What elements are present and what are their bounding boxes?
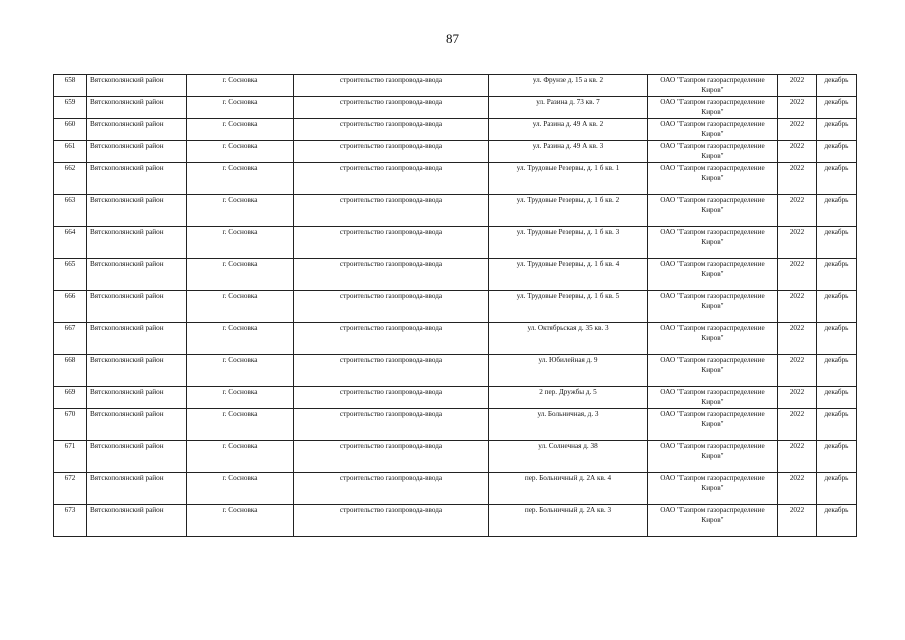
address-cell: ул. Солнечная д. 38 xyxy=(489,441,648,473)
district-cell: Вятскополянский район xyxy=(87,387,187,409)
month-cell: декабрь xyxy=(817,323,857,355)
locality-cell: г. Сосновка xyxy=(187,227,294,259)
address-cell: 2 пер. Дружбы д. 5 xyxy=(489,387,648,409)
organization-cell: ОАО "Газпром газораспределение Киров" xyxy=(648,119,778,141)
district-cell: Вятскополянский район xyxy=(87,195,187,227)
row-number: 659 xyxy=(54,97,87,119)
organization-cell: ОАО "Газпром газораспределение Киров" xyxy=(648,259,778,291)
page-number: 87 xyxy=(446,31,459,46)
locality-cell: г. Сосновка xyxy=(187,163,294,195)
address-cell: ул. Юбилейная д. 9 xyxy=(489,355,648,387)
year-cell: 2022 xyxy=(778,141,817,163)
district-cell: Вятскополянский район xyxy=(87,259,187,291)
locality-cell: г. Сосновка xyxy=(187,97,294,119)
table-row xyxy=(54,409,857,441)
month-cell: декабрь xyxy=(817,97,857,119)
table-row xyxy=(54,259,857,291)
table-row xyxy=(54,227,857,259)
work-type-cell: строительство газопровода-ввода xyxy=(294,505,489,537)
organization-cell: ОАО "Газпром газораспределение Киров" xyxy=(648,355,778,387)
address-cell: ул. Трудовые Резервы, д. 1 б кв. 3 xyxy=(489,227,648,259)
district-cell: Вятскополянский район xyxy=(87,163,187,195)
table-row xyxy=(54,355,857,387)
organization-cell: ОАО "Газпром газораспределение Киров" xyxy=(648,505,778,537)
district-cell: Вятскополянский район xyxy=(87,75,187,97)
row-number: 660 xyxy=(54,119,87,141)
organization-cell: ОАО "Газпром газораспределение Киров" xyxy=(648,441,778,473)
row-number: 667 xyxy=(54,323,87,355)
row-number: 673 xyxy=(54,505,87,537)
locality-cell: г. Сосновка xyxy=(187,119,294,141)
work-type-cell: строительство газопровода-ввода xyxy=(294,387,489,409)
table-row xyxy=(54,141,857,163)
year-cell: 2022 xyxy=(778,505,817,537)
year-cell: 2022 xyxy=(778,291,817,323)
address-cell: ул. Трудовые Резервы, д. 1 б кв. 4 xyxy=(489,259,648,291)
month-cell: декабрь xyxy=(817,473,857,505)
organization-cell: ОАО "Газпром газораспределение Киров" xyxy=(648,409,778,441)
year-cell: 2022 xyxy=(778,441,817,473)
locality-cell: г. Сосновка xyxy=(187,195,294,227)
locality-cell: г. Сосновка xyxy=(187,141,294,163)
year-cell: 2022 xyxy=(778,97,817,119)
address-cell: ул. Больничная, д. 3 xyxy=(489,409,648,441)
row-number: 658 xyxy=(54,75,87,97)
district-cell: Вятскополянский район xyxy=(87,97,187,119)
organization-cell: ОАО "Газпром газораспределение Киров" xyxy=(648,97,778,119)
table-row xyxy=(54,473,857,505)
month-cell: декабрь xyxy=(817,75,857,97)
district-cell: Вятскополянский район xyxy=(87,291,187,323)
month-cell: декабрь xyxy=(817,195,857,227)
district-cell: Вятскополянский район xyxy=(87,227,187,259)
row-number: 663 xyxy=(54,195,87,227)
work-type-cell: строительство газопровода-ввода xyxy=(294,441,489,473)
district-cell: Вятскополянский район xyxy=(87,409,187,441)
year-cell: 2022 xyxy=(778,387,817,409)
year-cell: 2022 xyxy=(778,473,817,505)
work-type-cell: строительство газопровода-ввода xyxy=(294,195,489,227)
district-cell: Вятскополянский район xyxy=(87,441,187,473)
table-body xyxy=(54,75,857,537)
locality-cell: г. Сосновка xyxy=(187,505,294,537)
month-cell: декабрь xyxy=(817,355,857,387)
address-cell: ул. Октябрьская д. 35 кв. 3 xyxy=(489,323,648,355)
row-number: 665 xyxy=(54,259,87,291)
table-row xyxy=(54,441,857,473)
work-type-cell: строительство газопровода-ввода xyxy=(294,323,489,355)
district-cell: Вятскополянский район xyxy=(87,119,187,141)
month-cell: декабрь xyxy=(817,227,857,259)
table-row xyxy=(54,163,857,195)
table-row xyxy=(54,97,857,119)
organization-cell: ОАО "Газпром газораспределение Киров" xyxy=(648,291,778,323)
year-cell: 2022 xyxy=(778,227,817,259)
organization-cell: ОАО "Газпром газораспределение Киров" xyxy=(648,387,778,409)
district-cell: Вятскополянский район xyxy=(87,505,187,537)
work-type-cell: строительство газопровода-ввода xyxy=(294,473,489,505)
work-type-cell: строительство газопровода-ввода xyxy=(294,259,489,291)
locality-cell: г. Сосновка xyxy=(187,441,294,473)
row-number: 664 xyxy=(54,227,87,259)
locality-cell: г. Сосновка xyxy=(187,323,294,355)
year-cell: 2022 xyxy=(778,409,817,441)
organization-cell: ОАО "Газпром газораспределение Киров" xyxy=(648,195,778,227)
year-cell: 2022 xyxy=(778,355,817,387)
month-cell: декабрь xyxy=(817,409,857,441)
organization-cell: ОАО "Газпром газораспределение Киров" xyxy=(648,75,778,97)
locality-cell: г. Сосновка xyxy=(187,387,294,409)
row-number: 666 xyxy=(54,291,87,323)
month-cell: декабрь xyxy=(817,441,857,473)
row-number: 672 xyxy=(54,473,87,505)
row-number: 669 xyxy=(54,387,87,409)
work-type-cell: строительство газопровода-ввода xyxy=(294,141,489,163)
month-cell: декабрь xyxy=(817,259,857,291)
locality-cell: г. Сосновка xyxy=(187,75,294,97)
organization-cell: ОАО "Газпром газораспределение Киров" xyxy=(648,163,778,195)
table-row xyxy=(54,75,857,97)
year-cell: 2022 xyxy=(778,195,817,227)
month-cell: декабрь xyxy=(817,119,857,141)
year-cell: 2022 xyxy=(778,323,817,355)
organization-cell: ОАО "Газпром газораспределение Киров" xyxy=(648,141,778,163)
organization-cell: ОАО "Газпром газораспределение Киров" xyxy=(648,227,778,259)
address-cell: ул. Разина д. 73 кв. 7 xyxy=(489,97,648,119)
row-number: 668 xyxy=(54,355,87,387)
row-number: 670 xyxy=(54,409,87,441)
locality-cell: г. Сосновка xyxy=(187,409,294,441)
gas-registry-table xyxy=(53,74,857,537)
year-cell: 2022 xyxy=(778,163,817,195)
work-type-cell: строительство газопровода-ввода xyxy=(294,75,489,97)
locality-cell: г. Сосновка xyxy=(187,473,294,505)
work-type-cell: строительство газопровода-ввода xyxy=(294,409,489,441)
locality-cell: г. Сосновка xyxy=(187,291,294,323)
address-cell: ул. Фрунзе д. 15 а кв. 2 xyxy=(489,75,648,97)
row-number: 671 xyxy=(54,441,87,473)
work-type-cell: строительство газопровода-ввода xyxy=(294,291,489,323)
address-cell: ул. Трудовые Резервы, д. 1 б кв. 1 xyxy=(489,163,648,195)
locality-cell: г. Сосновка xyxy=(187,355,294,387)
address-cell: пер. Больничный д. 2А кв. 3 xyxy=(489,505,648,537)
organization-cell: ОАО "Газпром газораспределение Киров" xyxy=(648,473,778,505)
district-cell: Вятскополянский район xyxy=(87,323,187,355)
work-type-cell: строительство газопровода-ввода xyxy=(294,355,489,387)
table-row xyxy=(54,505,857,537)
address-cell: ул. Трудовые Резервы, д. 1 б кв. 2 xyxy=(489,195,648,227)
year-cell: 2022 xyxy=(778,75,817,97)
district-cell: Вятскополянский район xyxy=(87,355,187,387)
table-row xyxy=(54,387,857,409)
month-cell: декабрь xyxy=(817,387,857,409)
work-type-cell: строительство газопровода-ввода xyxy=(294,163,489,195)
organization-cell: ОАО "Газпром газораспределение Киров" xyxy=(648,323,778,355)
work-type-cell: строительство газопровода-ввода xyxy=(294,119,489,141)
table-row xyxy=(54,323,857,355)
table-row xyxy=(54,119,857,141)
work-type-cell: строительство газопровода-ввода xyxy=(294,227,489,259)
month-cell: декабрь xyxy=(817,505,857,537)
row-number: 661 xyxy=(54,141,87,163)
work-type-cell: строительство газопровода-ввода xyxy=(294,97,489,119)
table-row xyxy=(54,291,857,323)
month-cell: декабрь xyxy=(817,291,857,323)
address-cell: ул. Трудовые Резервы, д. 1 б кв. 5 xyxy=(489,291,648,323)
row-number: 662 xyxy=(54,163,87,195)
address-cell: ул. Разина д. 49 А кв. 3 xyxy=(489,141,648,163)
district-cell: Вятскополянский район xyxy=(87,141,187,163)
address-cell: ул. Разина д. 49 А кв. 2 xyxy=(489,119,648,141)
district-cell: Вятскополянский район xyxy=(87,473,187,505)
table-row xyxy=(54,195,857,227)
address-cell: пер. Больничный д. 2А кв. 4 xyxy=(489,473,648,505)
month-cell: декабрь xyxy=(817,141,857,163)
year-cell: 2022 xyxy=(778,259,817,291)
locality-cell: г. Сосновка xyxy=(187,259,294,291)
year-cell: 2022 xyxy=(778,119,817,141)
month-cell: декабрь xyxy=(817,163,857,195)
